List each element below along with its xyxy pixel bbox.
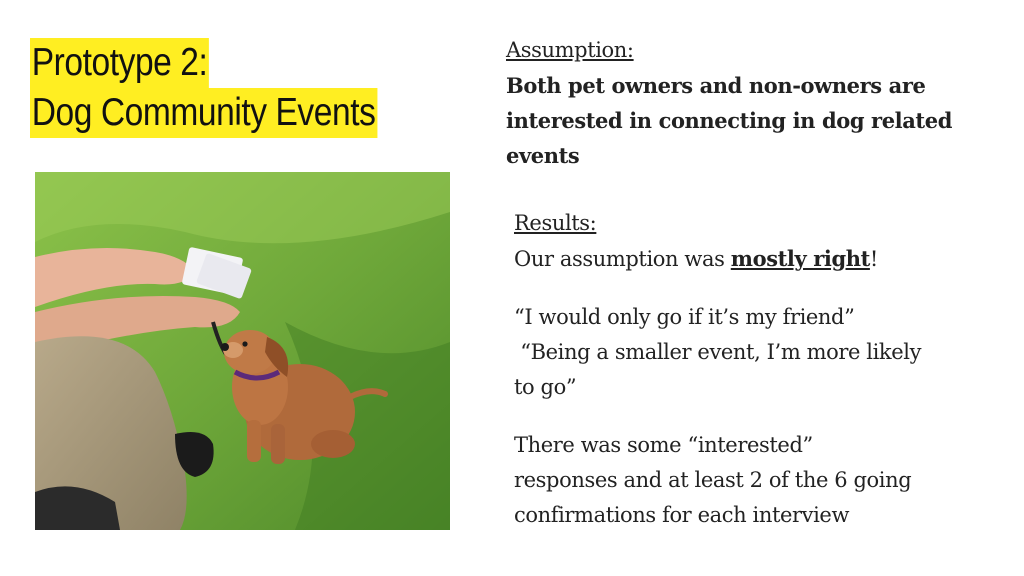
results-text-before: Our assumption was [514,247,731,271]
results-text-after: ! [869,247,878,271]
results-text [514,241,994,277]
assumption-label: Assumption: [506,38,634,62]
summary-line-1: There was some “interested” [514,433,813,457]
assumption-line-1: Both pet owners and non-owners are [506,73,926,98]
assumption-line-3: events [506,143,580,168]
results-section [514,206,994,277]
quote-line-1: “I would only go if it’s my friend” [514,305,855,329]
dog-photo-illustration [35,172,450,530]
quote-line-2: “Being a smaller event, I’m more likely [514,340,922,364]
assumption-section [506,33,986,173]
summary-line-3: confirmations for each interview [514,503,850,527]
title-line-1: Prototype 2: [30,38,209,88]
title-line-2: Dog Community Events [30,88,377,138]
quotes-section [514,300,984,405]
slide-title [30,38,390,138]
summary-section [514,428,984,533]
results-label: Results: [514,211,597,235]
dog-photo [35,172,450,530]
quote-line-3: to go” [514,375,577,399]
summary-line-2: responses and at least 2 of the 6 going [514,468,912,492]
assumption-line-2: interested in connecting in dog related [506,108,952,133]
results-emphasis: mostly right [730,246,870,271]
